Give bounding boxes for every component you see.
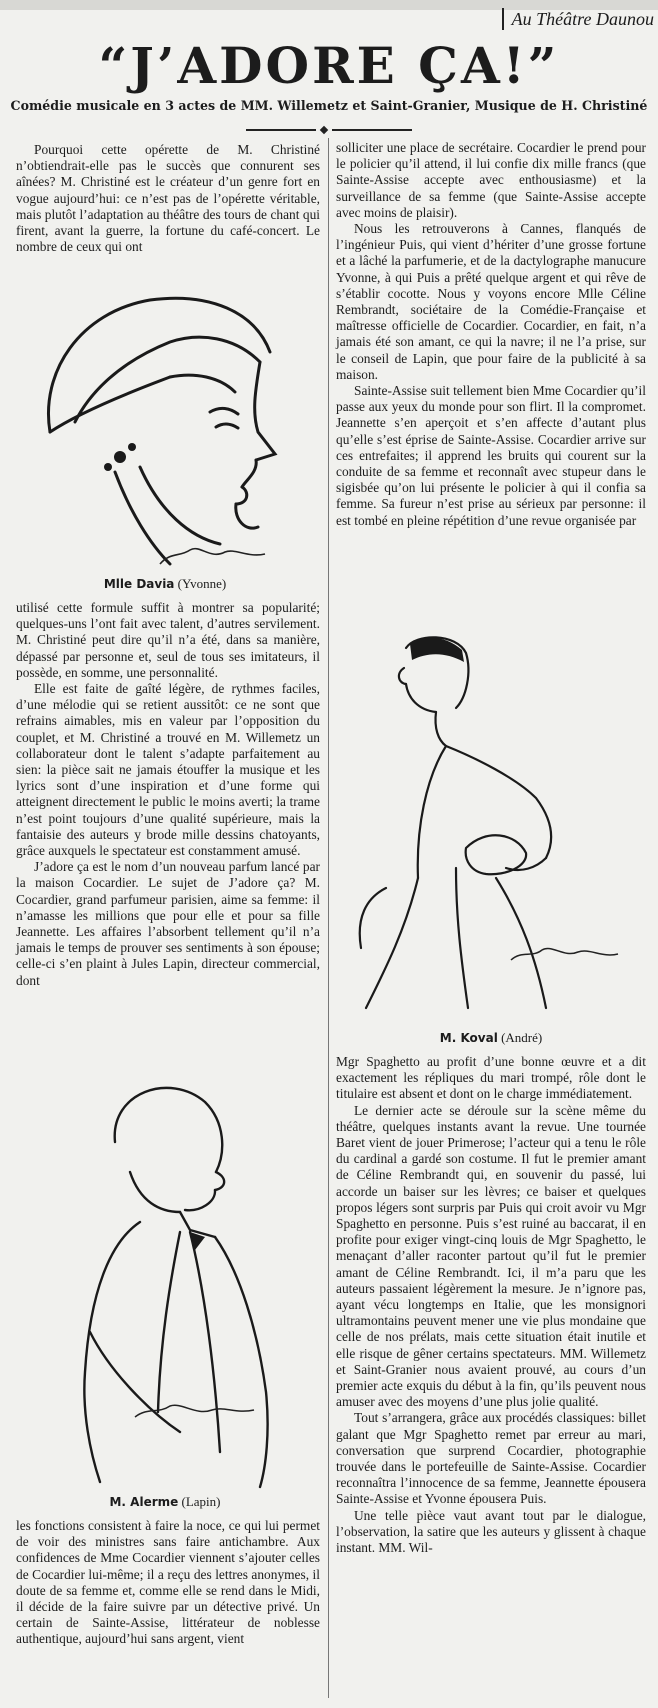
caption-davia: [20, 576, 310, 592]
left-column-bottom: [16, 1518, 320, 1648]
left-column-middle: [16, 600, 320, 989]
paragraph: Sainte-Assise suit tellement bien Mme Cocardier qu’il passe aux yeux du monde pour son flirt. Il la compromet. Jeannette s’en aperçoit et s’en affecte d’autant plus qu’elle s’est éprise de Sainte-Assise. Cocardier arrive sur ces entrefaites; il apprend les bruits qui courent sur la conduite de sa femme et reconnaît avec stupeur dans le sigisbée qu’on lui présente le policier à qui il confia sa femme. Sa fureur n’est prise au sérieux par personne: il est tombé en pleine répétition d’une revue organisée par: [336, 383, 646, 528]
portrait-koval: [346, 628, 636, 1028]
portrait-alerme: [30, 1072, 300, 1492]
paragraph: Le dernier acte se déroule sur la scène même du théâtre, quelques instants avant la revue. Une tournée Baret vient de jouer Primerose; l’acteur qui a tenu le rôle du cardinal a gardé son costume. Il fut le premier amant de Céline Rembrandt qui, en souvenir du passé, lui accorde un baiser sur les lèvres; ce baiser et quelques propos légers sont surpris par Puis qui croit avoir vu Mgr Spaghetto en personne. Puis s’est ruiné au baccarat, il en profite pour exiger vingt-cinq louis de Mgr Spaghetto, le menaçant d’aller raconter partout qu’il fut le premier amant de Céline Rembrandt. Ici, il m’a paru que les auteurs passaient légèrement la mesure. Je n’ignore pas, ayant vécu longtemps en Italie, que les monsignori ultramontains peuvent mener une vie plus mondaine que celle de nos prélats, mais cette situation était inutile et elle risque de gêner certains spectateurs. MM. Willemetz et Saint-Granier nous avaient prouvé, au cours d’un premier acte exquis du début à la fin, qu’ils peuvent nous amuser avec des moyens d’une plus jolie qualité.: [336, 1102, 646, 1410]
caption-koval: [346, 1030, 636, 1046]
caption-role: (Yvonne): [177, 576, 227, 591]
paragraph: Tout s’arrangera, grâce aux procédés classiques: billet galant que Mgr Spaghetto remet par erreur au mari, conversation que surprend Cocardier, photographie trouvée dans le portefeuille de Sainte-Assise. Cocardier reconnaîtra l’innocence de sa femme, Jeannette épousera Sainte-Assise et Yvonne épousera Puis.: [336, 1410, 646, 1507]
paragraph: les fonctions consistent à faire la noce, ce qui lui permet de voir des ministres sans faire antichambre. Aux confidences de Mme Cocardier viennent s’ajouter celles de Cocardier lui-même; il a reçu des lettres anonymes, il doute de sa femme et, comme elle se rend dans le Midi, il décide de la faire suivre par un détective privé. Un certain de Sainte-Assise, littérateur de noblesse authentique, aujourd’hui sans argent, vient: [16, 1518, 320, 1647]
play-subtitle: Comédie musicale en 3 actes de MM. Willemetz et Saint-Granier, Musique de H. Christiné: [10, 98, 648, 113]
paragraph: Elle est faite de gaîté légère, de rythmes faciles, d’une mélodie qui se retient aussitôt: ce ne sont que refrains aimables, mis en valeur par l’opposition du couplet, et M. Christiné a trouvé en M. Willemetz un collaborateur dont le talent s’adapte parfaitement au sien: la pièce sait ne jamais étouffer la musique et les lyrics sont d’une inspiration et d’une forme qui atteignent directement le public le moins averti; la trame n’est point toujours d’une qualité supérieure, mais la fantaisie des auteurs y brode mille dessins chatoyants, grâce auxquels le spectateur est constamment amusé.: [16, 681, 320, 859]
left-column-top: [16, 142, 320, 255]
portrait-davia-drawing: [20, 282, 310, 572]
paragraph: Nous les retrouverons à Cannes, flanqués de l’ingénieur Puis, qui vient d’hériter d’une grosse fortune et a lâché la parfumerie, et de la dactylographe manucure Yvonne, à qui Puis a prêté quelque argent et qui rêve de s’établir cocotte. Nous y voyons encore Mlle Céline Rembrandt, sociétaire de la Comédie-Française et maîtresse officielle de Cocardier. Cocardier, en fait, n’a jamais été son amant, ce qui la navre; il ne l’a prise, sur le conseil de Lapin, que pour faire de la publicité à sa maison.: [336, 221, 646, 382]
play-title: “J’ADORE ÇA!”: [98, 36, 560, 95]
right-column-top: [336, 140, 646, 529]
caption-role: (André): [501, 1030, 543, 1045]
caption-name: M. Koval: [439, 1031, 498, 1045]
paragraph: Pourquoi cette opérette de M. Christiné n’obtiendrait-elle pas le succès que connurent ses aînées? M. Christiné est le créateur d’un genre fort en vogue aujourd’hui: ce n’est pas de l’opérette véritable, mais plutôt l’adaptation au théâtre des tours de chant qui firent, avant la guerre, la fortune du café-concert. Le nombre de ceux qui ont: [16, 142, 320, 255]
right-column-bottom: [336, 1054, 646, 1556]
caption-name: Mlle Davia: [103, 577, 175, 591]
paragraph: utilisé cette formule suffit à montrer sa popularité; quelques-uns l’ont fait avec talent, d’autres servilement. M. Christiné peut dire qu’il n’a été, dans sa manière, dépassé par personne et, seul de tous ses imitateurs, il possède, en somme, une personnalité.: [16, 600, 320, 680]
column-divider: [328, 138, 329, 1698]
caption-name: M. Alerme: [109, 1495, 179, 1509]
section-label: Au Théâtre Daunou: [502, 8, 654, 30]
portrait-davia: [20, 282, 310, 572]
title-rule-ornament: [246, 127, 412, 133]
paragraph: J’adore ça est le nom d’un nouveau parfum lancé par la maison Cocardier. Le sujet de J’adore ça? M. Cocardier, grand parfumeur parisien, aime sa femme: il n’amasse les millions que pour elle et pour sa fille Jeannette. Les affaires l’absorbent tellement qu’il n’a jamais le temps de prouver ses sentiments à son épouse; celle-ci s’en plaint à Jules Lapin, directeur commercial, dont: [16, 859, 320, 988]
portrait-alerme-drawing: [30, 1072, 300, 1492]
paragraph: Une telle pièce vaut avant tout par le dialogue, l’observation, la satire que les auteurs y glissent à chaque instant. MM. Wil-: [336, 1507, 646, 1556]
caption-alerme: [30, 1494, 300, 1510]
paragraph: solliciter une place de secrétaire. Cocardier le prend pour le policier qu’il attend, il lui confie dix mille francs (que Sainte-Assise accepte avec enthousiasme) et la surveillance de sa femme (que Sainte-Assise accepte avec moins de plaisir).: [336, 140, 646, 220]
paragraph: Mgr Spaghetto au profit d’une bonne œuvre et a dit exactement les répliques du mari trompé, rôle dont le titulaire est absent et dont on le charge immédiatement.: [336, 1054, 646, 1102]
caption-role: (Lapin): [181, 1494, 221, 1509]
portrait-koval-drawing: [346, 628, 636, 1028]
